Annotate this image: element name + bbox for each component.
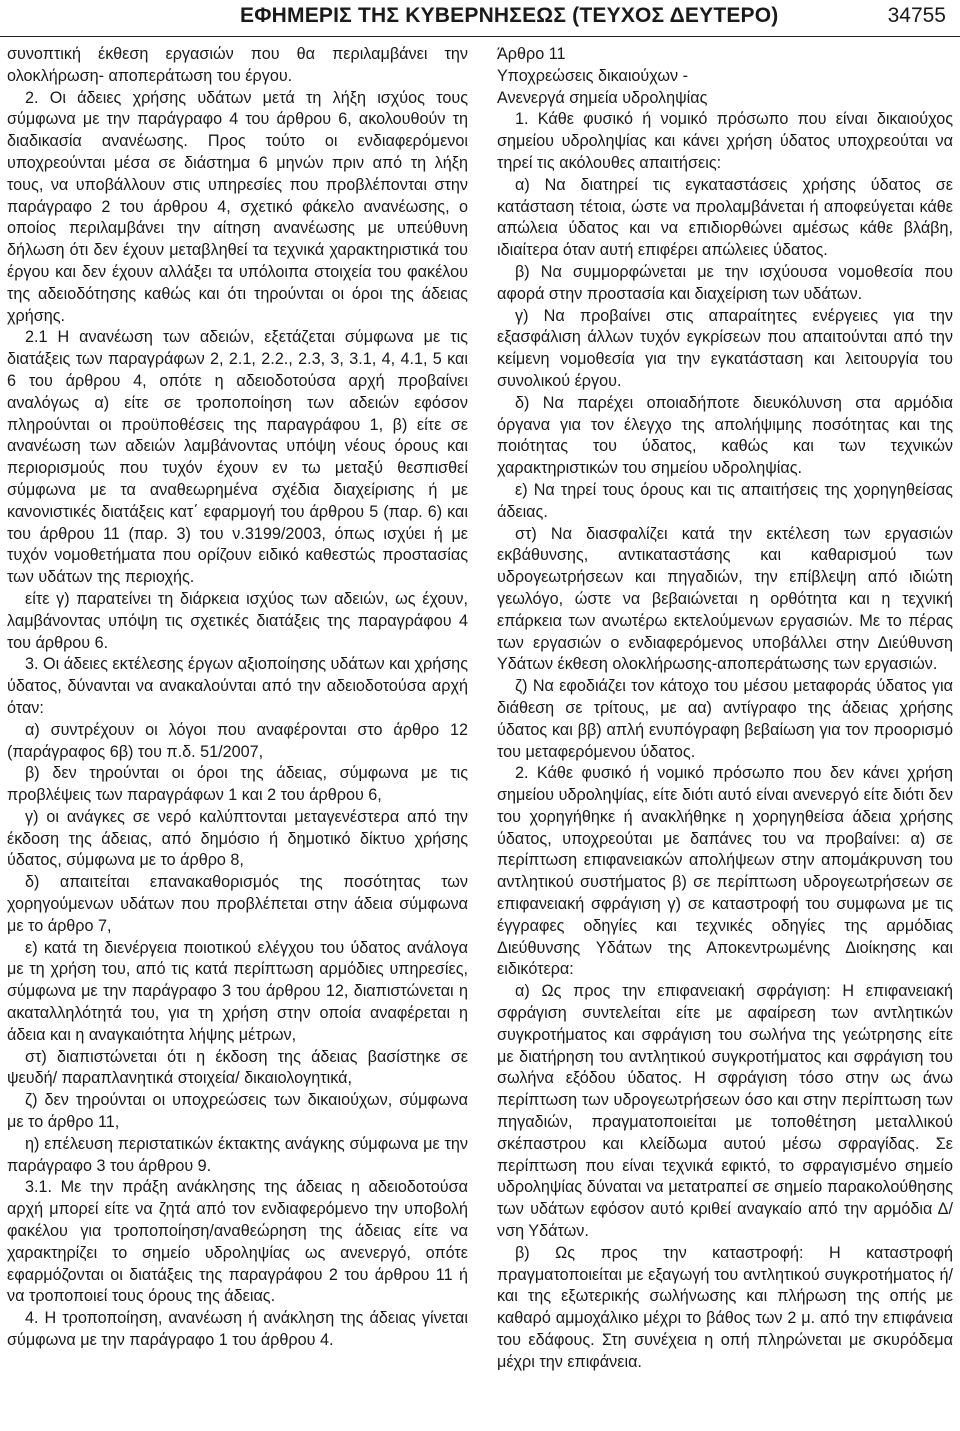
paragraph: η) επέλευση περιστατικών έκτακτης ανάγκης σύμφωνα με την παράγραφο 3 του άρθρου 9. (7, 1134, 468, 1175)
paragraph: 2. Κάθε φυσικό ή νομικό πρόσωπο που δεν κάνει χρήση σημείου υδροληψίας, είτε διότι αυτό είναι ανενεργό είτε διότι δεν του χορηγήθηκε ή ανακλήθηκε η χορηγηθείσα άδεια χρήσης ύδατος, υποχρεούται με δαπάνες του να προβαίνει: α) σε περίπτωση επιφανειακών απολήψεων στην απομάκρυνση του αντλητικού συστήματος β) σε περίπτωση υδρογεωτρήσεων σε επιφανειακή σφράγιση γ) σε καταστροφή του συμφωνα με τις έγγραφες οδηγίες και τεχνικές οδηγίες της αρμόδιας Διεύθυνσης Υδάτων της Αποκεντρωμένης Διοίκησης και ειδικότερα: (497, 764, 953, 979)
paragraph: γ) οι ανάγκες σε νερό καλύπτονται μεταγενέστερα από την έκδοση της άδειας, από δημόσιο ή δημοτικό δίκτυο χρήσης ύδατος, σύμφωνα με το άρθρο 8, (7, 807, 468, 870)
paragraph: α) Να διατηρεί τις εγκαταστάσεις χρήσης ύδατος σε κατάσταση τέτοια, ώστε να προλαμβάνεται ή αποφεύγεται κάθε απώλεια ύδατος και να επιδιορθώνει αμέσως κάθε βλάβη, ιδιαίτερα όταν αυτή επιφέρει απώλειες ύδατος. (497, 175, 953, 260)
paragraph: στ) Να διασφαλίζει κατά την εκτέλεση των εργασιών εκβάθυνσης, αντικαταστάσης και καθαρισμού των υδρογεωτρήσεων και πηγαδιών, την επίβλεψη από ιδιώτη γεωλόγο, ώστε να βεβαιώνεται η ορθότητα και η τεχνική επάρκεια των ανωτέρω εκτελούμενων εργασιών. Με το πέρας των εργασιών ο ενδιαφερόμενος υποβάλλει στην Διεύθυνση Υδάτων έκθεση ολοκλήρωσης-αποπεράτωσης των εργασιών. (497, 524, 953, 674)
paragraph: 2. Οι άδειες χρήσης υδάτων μετά τη λήξη ισχύος τους σύμφωνα με την παράγραφο 4 του άρθρου 6, ακολουθούν τη διαδικασία ανανέωσης. Προς τούτο οι ενδιαφερόμενοι υποχρεούνται μέσα σε διάστημα 6 μηνών πριν από τη λήξη τους, να υποβάλλουν στις υπηρεσίες που προβλέπονται στην παράγραφο 2 του άρθρου 4, σχετικό φάκελο ανανέωσης, ο οποίος περιλαμβάνει την αίτηση ανανέωσης με υπεύθυνη δήλωση ότι δεν έχουν μεταβληθεί τα τεχνικά χαρακτηριστικά του έργου και δεν έχουν αλλάξει τα υπόλοιπα στοιχεία του φακέλου της αδειοδότησης καθώς και ότι τηρούνται οι όροι της άδειας χρήσης. (7, 88, 468, 325)
paragraph: ζ) δεν τηρούνται οι υποχρεώσεις των δικαιούχων, σύμφωνα με το άρθρο 11, (7, 1091, 468, 1132)
paragraph: α) συντρέχουν οι λόγοι που αναφέρονται στο άρθρο 12 (παράγραφος 6β) του π.δ. 51/2007, (7, 720, 468, 761)
header-divider (0, 36, 960, 37)
paragraph: ε) Να τηρεί τους όρους και τις απαιτήσεις της χορηγηθείσας άδειας. (497, 480, 953, 521)
article-title-line-2: Ανενεργά σημεία υδροληψίας (497, 88, 708, 107)
paragraph: ζ) Να εφοδιάζει τον κάτοχο του μέσου μεταφοράς ύδατος για διάθεση σε τρίτους, με αα) αντίγραφο της άδειας χρήσης ύδατος και ββ) απλή ενυπόγραφη βεβαίωση για τον προορισμό του μεταφερόμενου ύδατος. (497, 677, 953, 761)
paragraph: 2.1 Η ανανέωση των αδειών, εξετάζεται σύμφωνα με τις διατάξεις των παραγράφων 2, 2.1, 2.2., 2.3, 3, 3.1, 4, 4.1, 5 και 6 του άρθρου 4, οπότε η αδειοδοτούσα αρχή προβαίνει αναλόγως α) είτε σε τροποποίηση των αδειών εφόσον πληρούνται οι προϋποθέσεις της παραγράφου 1, β) είτε σε ανανέωση των αδειών λαμβάνοντας υπόψη νέους όρους και περιορισμούς που τυχόν έχουν εν τω μεταξύ θεσπισθεί σύμφωνα με τα αναθεωρημένα σχέδια διαχείρισης ή με κανονιστικές διατάξεις κατ΄ εφαρμογή του άρθρου 5 (παρ. 6) και του άρθρου 11 (παρ. 3) του ν.3199/2003, όπως ισχύει ή με τυχόν νομοθετήματα που ορίζουν ειδικό καθεστώς προστασίας των υδάτων της περιοχής. (7, 328, 468, 587)
paragraph: α) Ως προς την επιφανειακή σφράγιση: Η επιφανειακή σφράγιση συντελείται είτε με αφαίρεση των αντλητικών συγκροτήματος και σφράγιση του σωλήνα της γεώτρησης είτε με διατήρηση του αντλητικού συγκροτήματος και σφράγιση του σωλήνα εξόδου ύδατος. Η σφράγιση τόσο στην ως άνω περίπτωση των υδρογεωτρήσεων όσο και στην περίπτωση των πηγαδιών, πραγματοποιείται με τοποθέτηση μεταλλικού σκέπαστρου και κλείδωμα αυτού μέσω σφραγίδας. Σε περίπτωση που είναι τεχνικά εφικτό, το σφραγισμένο σημείο υδροληψίας δύναται να μετατραπεί σε σημείο παρακολούθησης των υδάτων εφόσον αυτό κριθεί αναγκαίο από την αρμόδια Δ/νση Υδάτων. (497, 982, 953, 1241)
paragraph: συνοπτική έκθεση εργασιών που θα περιλαμβάνει την ολοκλήρωση- αποπεράτωση του έργου. (7, 45, 468, 85)
article-title-line-1: Υποχρεώσεις δικαιούχων - (497, 66, 688, 85)
left-column (7, 44, 468, 1352)
paragraph: γ) Να προβαίνει στις απαραίτητες ενέργειες για την εξασφάλιση άλλων τυχόν εγκρίσεων που απαιτούνται από την κείμενη νομοθεσία για την εγκατάσταση και λειτουργία του συνολικού έργου. (497, 306, 953, 390)
paragraph: 3. Οι άδειες εκτέλεσης έργων αξιοποίησης υδάτων και χρήσης ύδατος, δύνανται να ανακαλούνται από την αδειοδοτούσα αρχή όταν: (7, 655, 468, 717)
page-header (0, 0, 960, 38)
paragraph: β) Ως προς την καταστροφή: Η καταστροφή πραγματοποιείται με εξαγωγή του αντλητικού συγκροτήματος ή/και της εξωτερικής σωλήνωσης και πλήρωση της οπής με καθαρό αμμοχάλικο μέχρι το βάθος των 2 μ. από την επιφάνεια του εδάφους. Στη συνέχεια η οπή πληρώνεται με σκυρόδεμα μέχρι την επιφάνεια. (497, 1243, 953, 1371)
paragraph: 4. Η τροποποίηση, ανανέωση ή ανάκληση της άδειας γίνεται σύμφωνα με την παράγραφο 1 του άρθρου 4. (7, 1309, 468, 1350)
paragraph: 1. Κάθε φυσικό ή νομικό πρόσωπο που είναι δικαιούχος σημείου υδροληψίας και κάνει χρήση ύδατος υποχρεούται να τηρεί τις ακόλουθες απαιτήσεις: (497, 110, 953, 172)
page-number: 34755 (887, 4, 946, 27)
paragraph: ε) κατά τη διενέργεια ποιοτικού ελέγχου του ύδατος ανάλογα με τη χρήση του, από τις κατά περίπτωση αρμόδιες υπηρεσίες, σύμφωνα με την παράγραφο 3 του άρθρου 12, διαπιστώνεται η ακαταλληλότητά του, για τη χρήση στην οποία αναφέρεται η άδεια και η αναγκαιότητα λήψης μέτρων, (7, 938, 468, 1044)
article-number: Άρθρο 11 (497, 45, 566, 63)
paragraph: δ) Να παρέχει οποιαδήποτε διευκόλυνση στα αρμόδια όργανα για τον έλεγχο της απολήψιμης ποσότητας και της ποιότητας του ύδατος, καθώς και των τεχνικών χαρακτηριστικών του σημείου υδροληψίας. (497, 393, 953, 478)
paragraph: δ) απαιτείται επανακαθορισμός της ποσότητας των χορηγούμενων υδάτων που προβλέπεται στην άδεια σύμφωνα με το άρθρο 7, (7, 873, 468, 935)
right-column (497, 44, 953, 1374)
paragraph: είτε γ) παρατείνει τη διάρκεια ισχύος των αδειών, ως έχουν, λαμβάνοντας υπόψη τις σχετικές διατάξεις της παραγράφου 4 του άρθρου 6. (7, 589, 468, 652)
paragraph: 3.1. Με την πράξη ανάκλησης της άδειας η αδειοδοτούσα αρχή μπορεί είτε να ζητά από τον ενδιαφερόμενο την υποβολή φακέλου για τροποποίηση/αναθεώρηση της άδειας είτε να χαρακτηρίζει το σημείο υδροληψίας ως ανενεργό, οπότε εφαρμόζονται οι διατάξεις της παραγράφου 2 του άρθρου 11 ή να τροποποιεί τους όρους της άδειας. (7, 1178, 468, 1306)
paragraph: β) δεν τηρούνται οι όροι της άδειας, σύμφωνα με τις προβλέψεις των παραγράφων 1 και 2 του άρθρου 6, (7, 764, 468, 805)
gazette-title: ΕΦΗΜΕΡΙΣ ΤΗΣ ΚΥΒΕΡΝΗΣΕΩΣ (ΤΕΥΧΟΣ ΔΕΥΤΕΡΟ) (240, 4, 779, 27)
paragraph: στ) διαπιστώνεται ότι η έκδοση της άδειας βασίστηκε σε ψευδή/ παραπλανητικά στοιχεία/ δικαιολογητικά, (7, 1047, 468, 1088)
paragraph: β) Να συμμορφώνεται με την ισχύουσα νομοθεσία που αφορά στην προστασία και διαχείριση των υδάτων. (497, 262, 953, 303)
